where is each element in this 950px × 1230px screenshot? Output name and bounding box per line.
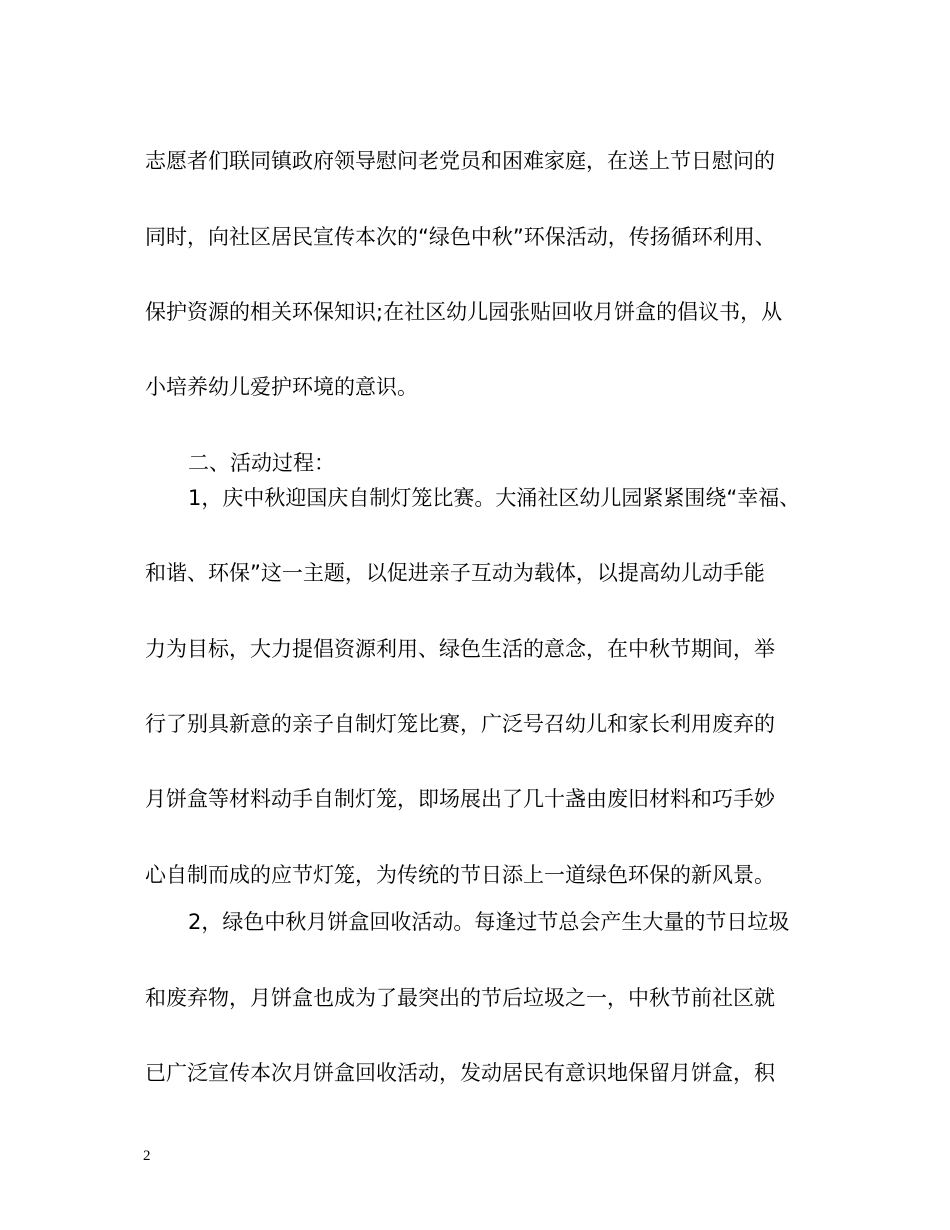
- body-text-line: 小培养幼儿爱护环境的意识。: [145, 375, 418, 399]
- page-number: 2: [143, 1148, 151, 1164]
- body-text-line: 志愿者们联同镇政府领导慰问老党员和困难家庭，在送上节日慰问的: [145, 149, 775, 173]
- body-text-line: 月饼盒等材料动手自制灯笼，即场展出了几十盏由废旧材料和巧手妙: [145, 787, 775, 811]
- body-text-line: 和废弃物，月饼盒也成为了最突出的节后垃圾之一，中秋节前社区就: [145, 986, 775, 1010]
- body-text-line: 和谐、环保”这一主题，以促进亲子互动为载体，以提高幼儿动手能: [145, 561, 765, 585]
- body-text-line: 行了别具新意的亲子自制灯笼比赛，广泛号召幼儿和家长利用废弃的: [145, 712, 775, 736]
- body-text-line: 1，庆中秋迎国庆自制灯笼比赛。大涌社区幼儿园紧紧围绕“幸福、: [188, 486, 801, 510]
- body-text-line: 心自制而成的应节灯笼，为传统的节日添上一道绿色环保的新风景。: [145, 863, 775, 887]
- body-text-line: 同时，向社区居民宣传本次的“绿色中秋”环保活动，传扬循环利用、: [145, 225, 776, 249]
- body-text-line: 保护资源的相关环保知识;在社区幼儿园张贴回收月饼盒的倡议书，从: [145, 300, 783, 324]
- body-text-line: 已广泛宣传本次月饼盒回收活动，发动居民有意识地保留月饼盒，积: [145, 1061, 775, 1085]
- body-text-line: 力为目标，大力提倡资源利用、绿色生活的意念，在中秋节期间，举: [145, 637, 775, 661]
- section-heading: 二、活动过程：: [188, 451, 335, 475]
- body-text-line: 2，绿色中秋月饼盒回收活动。每逢过节总会产生大量的节日垃圾: [188, 910, 790, 934]
